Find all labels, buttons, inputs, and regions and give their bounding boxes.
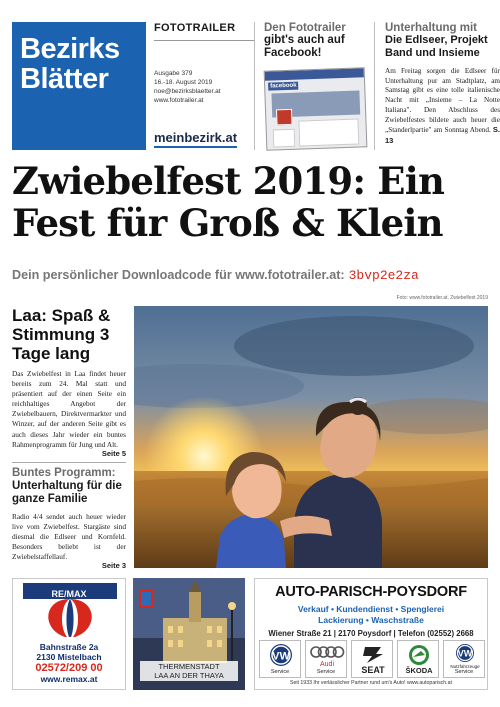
- brand-audi: [305, 640, 347, 678]
- issue-dates: 16.-18. August 2019: [154, 79, 213, 86]
- edlseer-teaser[interactable]: [374, 22, 500, 150]
- bezirksblaetter-logo[interactable]: [12, 22, 146, 150]
- logo-line-2: Blätter: [20, 63, 109, 95]
- thermenstadt-caption: [140, 661, 238, 681]
- download-code-line: [12, 268, 488, 283]
- brand-vw-label: Service: [270, 669, 290, 675]
- vw-nfz-subtitle: Nutzfahrzeuge: [450, 664, 480, 669]
- section-kicker: FOTOTRAILER: [154, 22, 254, 41]
- skoda-logo-text: ŠKODA: [405, 666, 433, 675]
- photo-credit: Foto: www.fototrailer.at, Zwiebelfest 2019: [396, 295, 488, 301]
- remax-city: 2130 Mistelbach: [36, 652, 102, 662]
- issue-email[interactable]: noe@bezirksblaetter.at: [154, 88, 221, 95]
- facebook-topbar: [265, 68, 364, 80]
- masthead: [12, 22, 500, 150]
- brand-audi-label: Service: [316, 669, 336, 675]
- auto-parisch-name: AUTO-PARISCH-POYSDORF: [275, 584, 467, 600]
- logo-line-1: Bezirks: [20, 33, 120, 65]
- left-column: [12, 306, 126, 570]
- brand-skoda: [397, 640, 439, 678]
- remax-brand: RE/MAX: [51, 589, 87, 599]
- brand-vw-nfz-label: Service: [454, 669, 474, 675]
- vw-nfz-logo-text: VW: [457, 648, 473, 659]
- edlseer-teaser-title: Die Edlseer, Projekt Band und Insieme: [385, 34, 488, 59]
- article-programm-title[interactable]: [12, 467, 126, 506]
- audi-logo-text: Audi: [319, 661, 335, 668]
- facebook-brand: facebook: [268, 82, 299, 91]
- auto-parisch-services: [255, 604, 487, 626]
- issue-meta: [154, 69, 254, 105]
- vw-logo-icon: [260, 641, 302, 671]
- seat-logo-text: SEAT: [361, 665, 385, 675]
- skoda-logo-icon: [398, 641, 440, 677]
- article-programm-headline: Unterhaltung für die ganze Familie: [12, 479, 122, 505]
- audi-rings-icon: [306, 641, 348, 671]
- remax-address: [13, 642, 125, 684]
- auto-parisch-services-2: Lackierung • Waschstraße: [318, 615, 424, 625]
- ad-thermenstadt[interactable]: [133, 578, 245, 690]
- facebook-screenshot: [264, 67, 368, 150]
- facebook-post: [298, 119, 359, 147]
- article-laa-title[interactable]: Laa: Spaß & Stimmung 3 Tage lang: [12, 306, 111, 363]
- article-programm-kicker: Buntes Programm:: [12, 466, 116, 479]
- download-code-label: Dein persönlicher Downloadcode für www.fototrailer.at:: [12, 268, 345, 282]
- issue-info: [154, 22, 254, 150]
- article-programm-body: Radio 4/4 sendet auch heuer wieder live vom Zwiebelfest. Stargäste sind diesmal die Edlseer und Kornfeld. Besonders beliebt ist der Zwiebelstaffellauf.: [12, 511, 126, 562]
- edlseer-teaser-body: [385, 67, 500, 147]
- auto-parisch-contact[interactable]: Wiener Straße 21 | 2170 Poysdorf | Telefon (02552) 2668: [268, 629, 474, 638]
- facebook-teaser-kicker: Den Fototrailer: [264, 22, 346, 34]
- brand-logos: [259, 640, 485, 678]
- brand-seat: [351, 640, 393, 678]
- facebook-profile-pic: [276, 109, 293, 126]
- auto-parisch-footer[interactable]: Seit 1933 Ihr verlässlicher Partner rund um's Auto! www.autoparisch.at: [290, 680, 452, 686]
- edlseer-teaser-ref[interactable]: S. 13: [385, 125, 500, 145]
- photo-illustration: [134, 306, 488, 568]
- vw-logo-text: VW: [272, 650, 290, 663]
- remax-phone[interactable]: 02572/209 00: [35, 662, 103, 674]
- ad-remax[interactable]: [12, 578, 126, 690]
- article-laa-body: Das Zwiebelfest in Laa findet heuer bereits zum 24. Mal statt und präsentiert auf der einen Seite ein reichhaltiges Angebot der Zwiebelbauern, Direktvermarkter und Winzer, auf der anderen Seite gibt es auch dieses Jahr wieder ein buntes Rahmenprogramm für Jung und Alt.: [12, 369, 126, 449]
- remax-street: Bahnstraße 2a: [39, 642, 99, 652]
- edlseer-teaser-kicker: Unterhaltung mit: [385, 22, 477, 34]
- brand-vw: [259, 640, 301, 678]
- issue-number: Ausgabe 379: [154, 70, 193, 77]
- facebook-teaser[interactable]: [254, 22, 374, 150]
- column-divider: [12, 462, 126, 463]
- brand-vw-nfz: [443, 640, 485, 678]
- auto-parisch-services-1: Verkauf • Kundendienst • Spenglerei: [297, 604, 445, 614]
- edlseer-teaser-text: Am Freitag sorgen die Edlseer für Unterhaltung pur am Stadtplatz, am Samstag gibt es eine tolle italienische Nacht mit „Insieme – La Notte Italiana". Den Abschluss des Zwiebelfestes bildete auch heuer die „Standerlpartie" am Sonntag Abend.: [385, 67, 500, 135]
- remax-web[interactable]: www.remax.at: [40, 674, 98, 684]
- main-photo[interactable]: [134, 306, 488, 568]
- seat-logo-icon: [352, 641, 394, 677]
- meinbezirk-link[interactable]: meinbezirk.at: [154, 130, 237, 148]
- main-headline: Zwiebelfest 2019: Ein Fest für Groß & Klein: [12, 159, 445, 245]
- vw-nfz-logo-icon: [444, 641, 486, 671]
- download-code[interactable]: 3bvp2e2za: [348, 268, 419, 283]
- facebook-sidebar: [273, 129, 296, 148]
- issue-web[interactable]: www.fototrailer.at: [154, 97, 204, 104]
- article-laa-ref[interactable]: Seite 5: [101, 448, 126, 458]
- ad-auto-parisch[interactable]: [254, 578, 488, 690]
- thermenstadt-line-1: THERMENSTADT: [158, 662, 220, 671]
- article-programm-ref[interactable]: Seite 3: [101, 561, 126, 571]
- thermenstadt-line-2: LAA AN DER THAYA: [154, 671, 224, 680]
- facebook-teaser-title: gibt's auch auf Facebook!: [264, 34, 345, 59]
